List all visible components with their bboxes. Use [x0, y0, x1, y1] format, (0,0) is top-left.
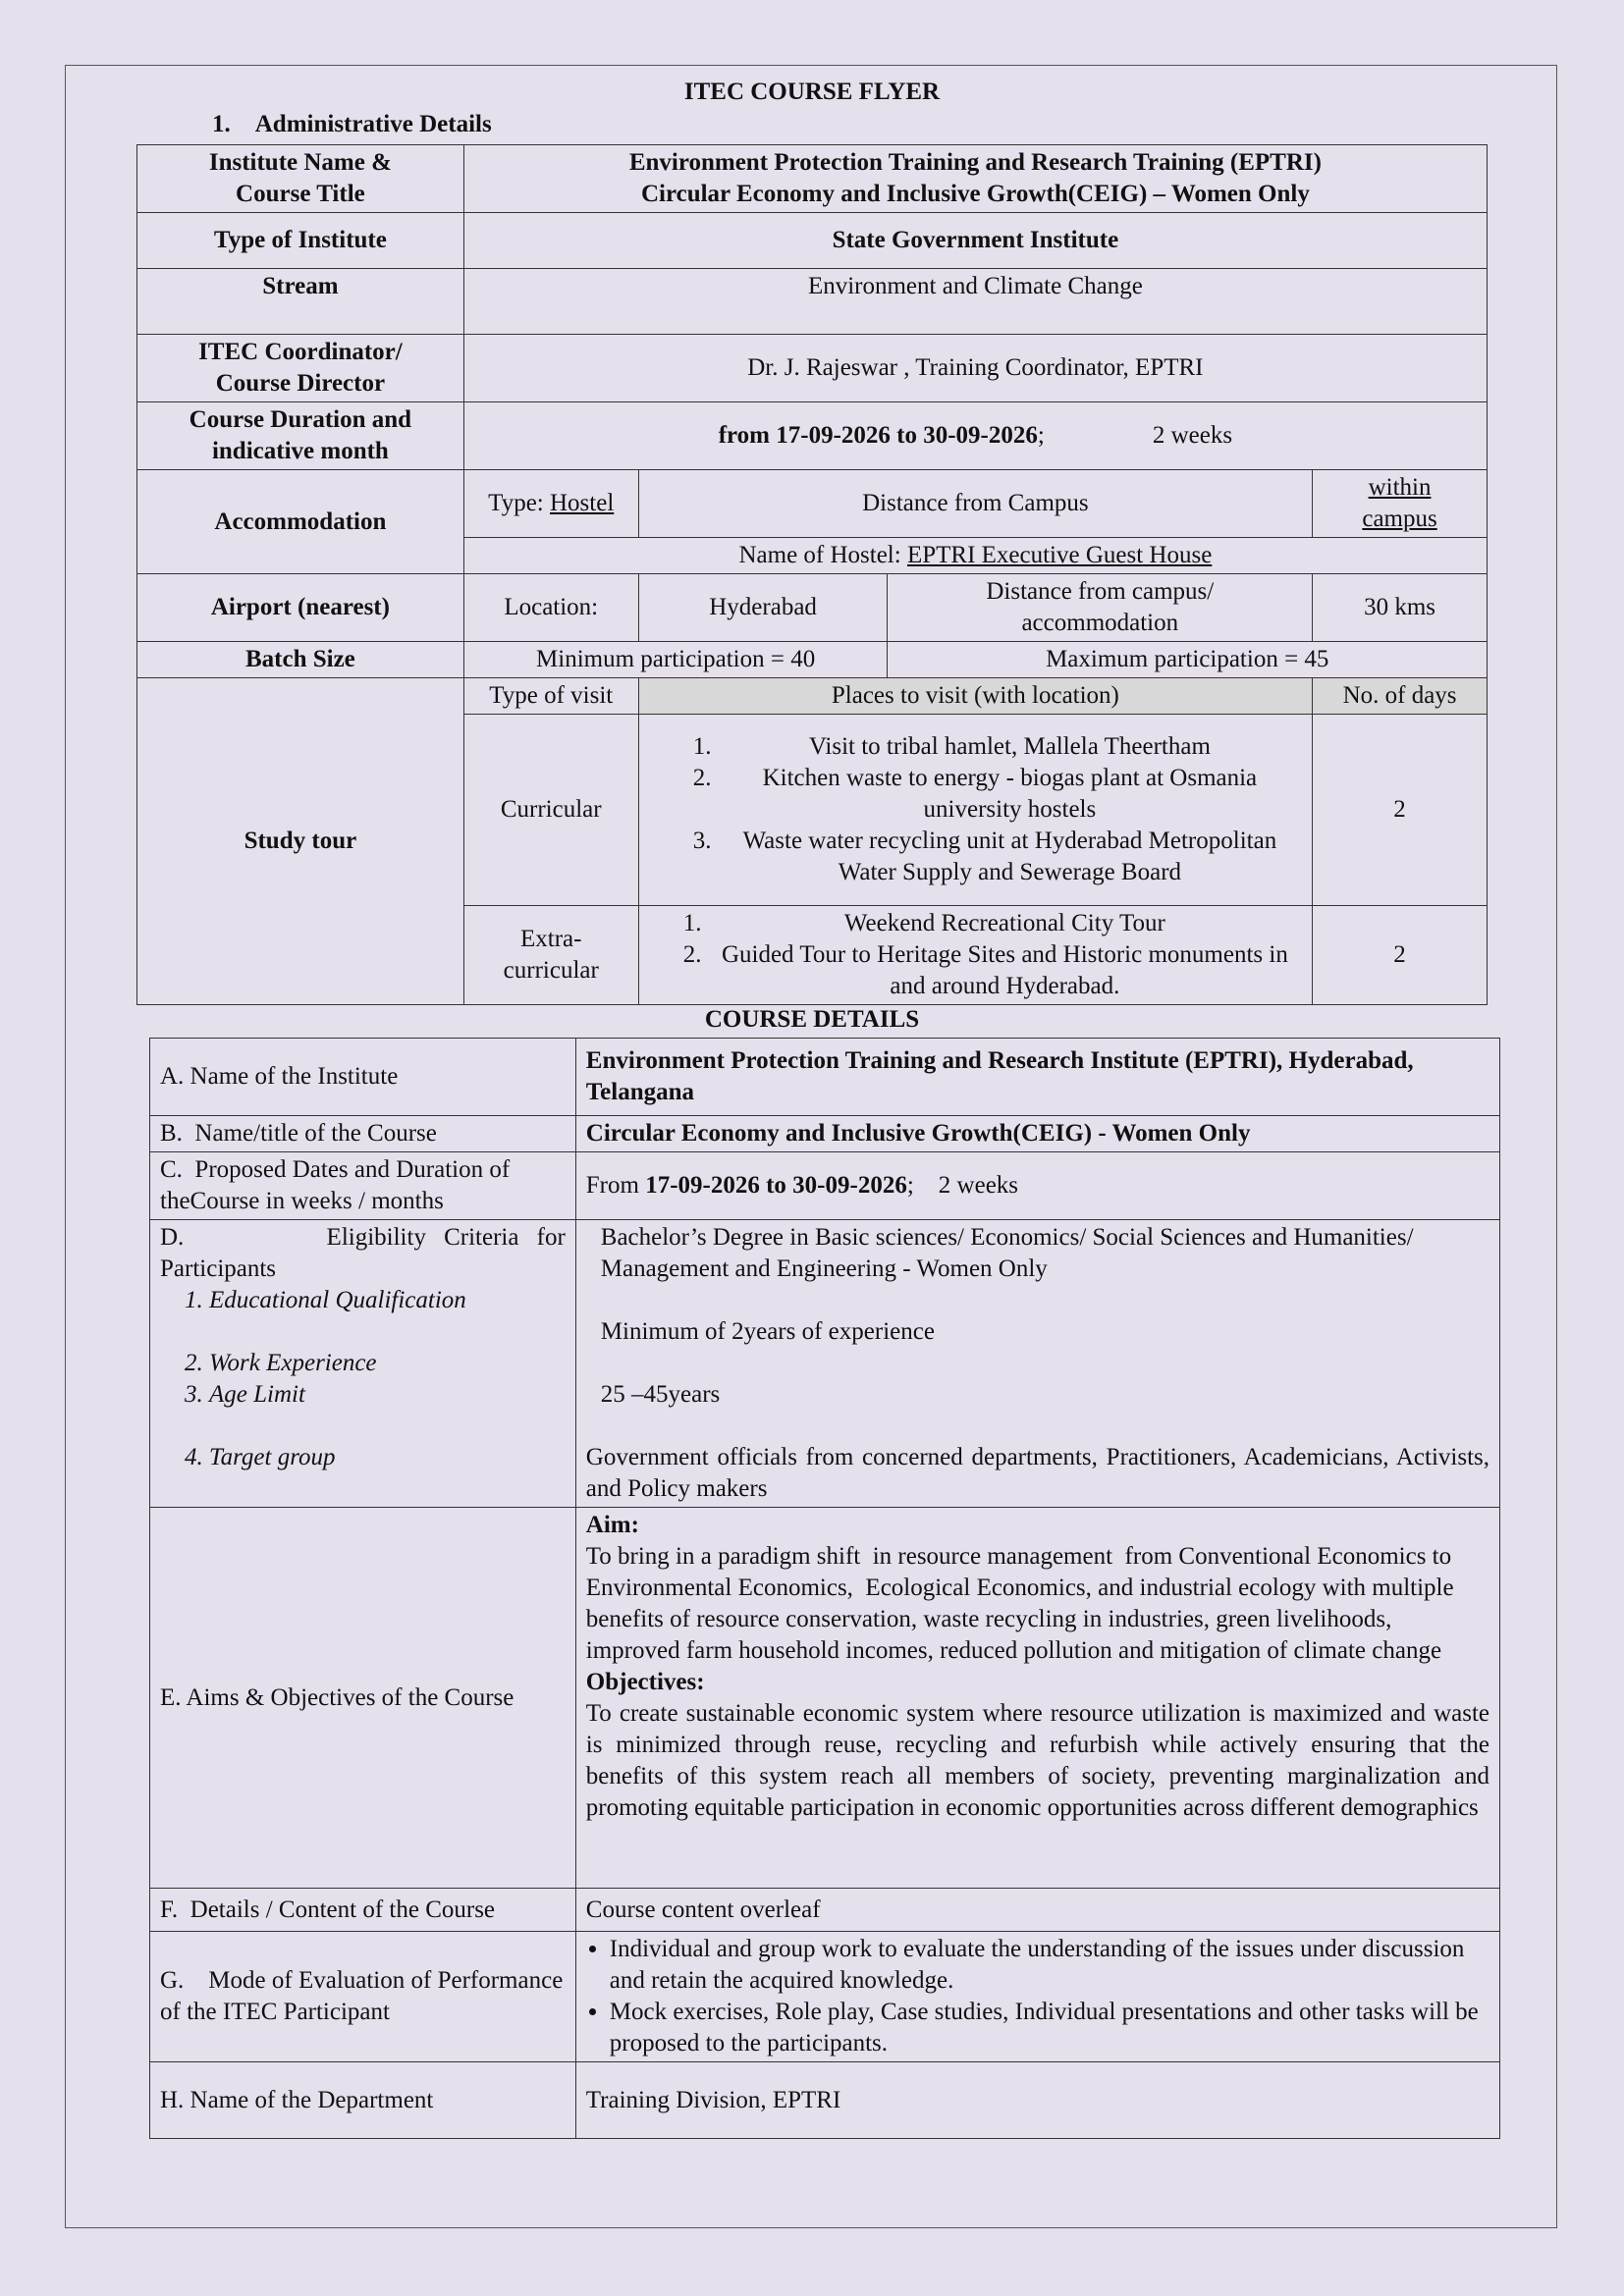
curricular-place: 3. Waste water recycling unit at Hyderabad Metropolitan Water Supply and Sewerage Board [718, 826, 1302, 888]
e-label: E. Aims & Objectives of the Course [150, 1508, 576, 1889]
f-label: F. Details / Content of the Course [150, 1889, 576, 1932]
accommodation-type-value: Hostel [550, 490, 615, 516]
d-label: D. Eligibility Criteria for Participants [160, 1224, 566, 1282]
c-value [575, 1152, 1499, 1220]
f-value: Course content overleaf [575, 1889, 1499, 1932]
extra-place: 1. Weekend Recreational City Tour [708, 908, 1302, 939]
duration-label-line2: indicative month [211, 438, 389, 464]
study-head-type: Type of visit [463, 678, 638, 715]
row-a [150, 1039, 1500, 1116]
hostel-prefix: Name of Hostel: [738, 542, 907, 568]
airport-distance-label [888, 574, 1313, 642]
row-accommodation [137, 470, 1488, 538]
duration-value [463, 402, 1487, 470]
batch-label: Batch Size [137, 642, 464, 678]
duration-label-line1: Course Duration and [189, 406, 412, 433]
hostel-name-value: EPTRI Executive Guest House [906, 542, 1213, 568]
g-label: G. Mode of Evaluation of Performance of the ITEC Participant [150, 1932, 576, 2062]
batch-max: Maximum participation = 45 [888, 642, 1488, 678]
accommodation-type [463, 470, 638, 538]
c-weeks: 2 weeks [938, 1172, 1019, 1199]
coordinator-label-line1: ITEC Coordinator/ [198, 339, 403, 365]
d-item: 4. Target group [209, 1442, 566, 1473]
d-item: 1. Educational Qualification [209, 1285, 566, 1316]
stream-label: Stream [137, 269, 464, 335]
curricular-place: 2. Kitchen waste to energy - biogas plant at Osmania university hostels [718, 763, 1302, 826]
accommodation-label: Accommodation [137, 470, 464, 574]
c-label: C. Proposed Dates and Duration of theCourse in weeks / months [150, 1152, 576, 1220]
type-value: State Government Institute [463, 213, 1487, 269]
row-batch [137, 642, 1488, 678]
c-dates: 17-09-2026 to 30-09-2026 [645, 1172, 907, 1199]
accommodation-distance [1313, 470, 1488, 538]
d-value-cell [575, 1220, 1499, 1508]
row-institute [137, 145, 1488, 213]
a-label: A. Name of the Institute [150, 1039, 576, 1116]
d-experience: Minimum of 2years of experience [600, 1318, 935, 1345]
airport-distance-label-line1: Distance from campus/ [986, 578, 1215, 605]
study-tour-label: Study tour [137, 678, 464, 1005]
row-g [150, 1932, 1500, 2062]
extra-curricular-days: 2 [1313, 906, 1488, 1005]
e-objectives: To create sustainable economic system where resource utilization is maximized and waste is minimized through reuse, recycling and refurbish while actively ensuring that the benefits of this system reach all members of society, preventing marginalization and promoting equitable participation in economic opportunities across different demographics [585, 1700, 1489, 1821]
curricular-label: Curricular [463, 715, 638, 906]
study-head-days: No. of days [1313, 678, 1488, 715]
coordinator-label-line2: Course Director [215, 370, 386, 397]
d-age: 25 –45years [600, 1381, 721, 1408]
curricular-places [638, 715, 1312, 906]
d-label-cell [150, 1220, 576, 1508]
row-type [137, 213, 1488, 269]
stream-value: Environment and Climate Change [463, 269, 1487, 335]
a-value: Environment Protection Training and Research Institute (EPTRI), Hyderabad, Telangana [575, 1039, 1499, 1116]
section-heading-administrative: 1. Administrative Details [212, 111, 492, 137]
coordinator-label [137, 335, 464, 402]
airport-distance: 30 kms [1313, 574, 1488, 642]
extra-curricular-places [638, 906, 1312, 1005]
e-objectives-heading: Objectives: [585, 1669, 705, 1695]
course-details-heading: COURSE DETAILS [704, 1006, 920, 1033]
course-details-table [149, 1038, 1500, 2139]
batch-min: Minimum participation = 40 [463, 642, 888, 678]
row-c [150, 1152, 1500, 1220]
row-study-head [137, 678, 1488, 715]
g-value-cell [575, 1932, 1499, 2062]
row-b [150, 1116, 1500, 1152]
row-coordinator [137, 335, 1488, 402]
h-label: H. Name of the Department [150, 2062, 576, 2139]
row-h [150, 2062, 1500, 2139]
course-title: Circular Economy and Inclusive Growth(CEIG) – Women Only [640, 181, 1310, 207]
row-duration [137, 402, 1488, 470]
d-item: 3. Age Limit [209, 1379, 566, 1411]
h-value: Training Division, EPTRI [575, 2062, 1499, 2139]
accommodation-distance-label: Distance from Campus [638, 470, 1312, 538]
duration-dates: from 17-09-2026 to 30-09-2026 [718, 422, 1038, 449]
row-d [150, 1220, 1500, 1508]
row-e [150, 1508, 1500, 1889]
coordinator-value: Dr. J. Rajeswar , Training Coordinator, EPTRI [463, 335, 1487, 402]
institute-name: Environment Protection Training and Research Training (EPTRI) [628, 149, 1322, 176]
e-aim: To bring in a paradigm shift in resource management from Conventional Economics to Environmental Economics, Ecological Economics, and industrial ecology with multiple benefits of resource conservation, waste recycling in industries, green livelihoods, improved farm household incomes, reduced pollution and mitigation of climate change [585, 1543, 1454, 1664]
accommodation-distance-line1: within [1368, 474, 1432, 501]
extra-label-line1: Extra- [520, 926, 582, 952]
d-item: 2. Work Experience [209, 1348, 566, 1379]
g-item: • Individual and group work to evaluate the understanding of the issues under discussion and retain the acquired knowledge. [610, 1934, 1489, 1997]
hostel-name [463, 538, 1487, 574]
row-airport [137, 574, 1488, 642]
e-value-cell [575, 1508, 1499, 1889]
study-head-places: Places to visit (with location) [638, 678, 1312, 715]
institute-label-line2: Course Title [236, 181, 365, 207]
airport-location: Hyderabad [638, 574, 888, 642]
extra-place: 2. Guided Tour to Heritage Sites and Historic monuments in and around Hyderabad. [708, 939, 1302, 1002]
duration-weeks: 2 weeks [1152, 422, 1233, 449]
curricular-place: 1. Visit to tribal hamlet, Mallela Theertham [718, 731, 1302, 763]
institute-label [137, 145, 464, 213]
type-label: Type of Institute [137, 213, 464, 269]
airport-distance-label-line2: accommodation [1021, 610, 1179, 636]
b-label: B. Name/title of the Course [150, 1116, 576, 1152]
airport-label: Airport (nearest) [137, 574, 464, 642]
d-qualification: Bachelor’s Degree in Basic sciences/ Economics/ Social Sciences and Humanities/ Management and Engineering - Women Only [600, 1224, 1414, 1282]
d-target: Government officials from concerned departments, Practitioners, Academicians, Activists, and Policy makers [585, 1444, 1489, 1502]
accommodation-distance-line2: campus [1362, 506, 1437, 532]
duration-separator: ; [1037, 422, 1045, 449]
g-item: • Mock exercises, Role play, Case studies, Individual presentations and other tasks will be proposed to the participants. [610, 1997, 1489, 2059]
institute-label-line1: Institute Name & [208, 149, 392, 176]
institute-value [463, 145, 1487, 213]
extra-label-line2: curricular [503, 957, 599, 984]
e-aim-heading: Aim: [585, 1512, 639, 1538]
airport-location-label: Location: [463, 574, 638, 642]
row-stream [137, 269, 1488, 335]
duration-label [137, 402, 464, 470]
curricular-days: 2 [1313, 715, 1488, 906]
b-value: Circular Economy and Inclusive Growth(CEIG) - Women Only [575, 1116, 1499, 1152]
c-prefix: From [585, 1172, 646, 1199]
c-separator: ; [906, 1172, 914, 1199]
accommodation-type-prefix: Type: [488, 490, 550, 516]
row-f [150, 1889, 1500, 1932]
administrative-details-table [136, 144, 1488, 1005]
flyer-title: ITEC COURSE FLYER [683, 79, 941, 105]
